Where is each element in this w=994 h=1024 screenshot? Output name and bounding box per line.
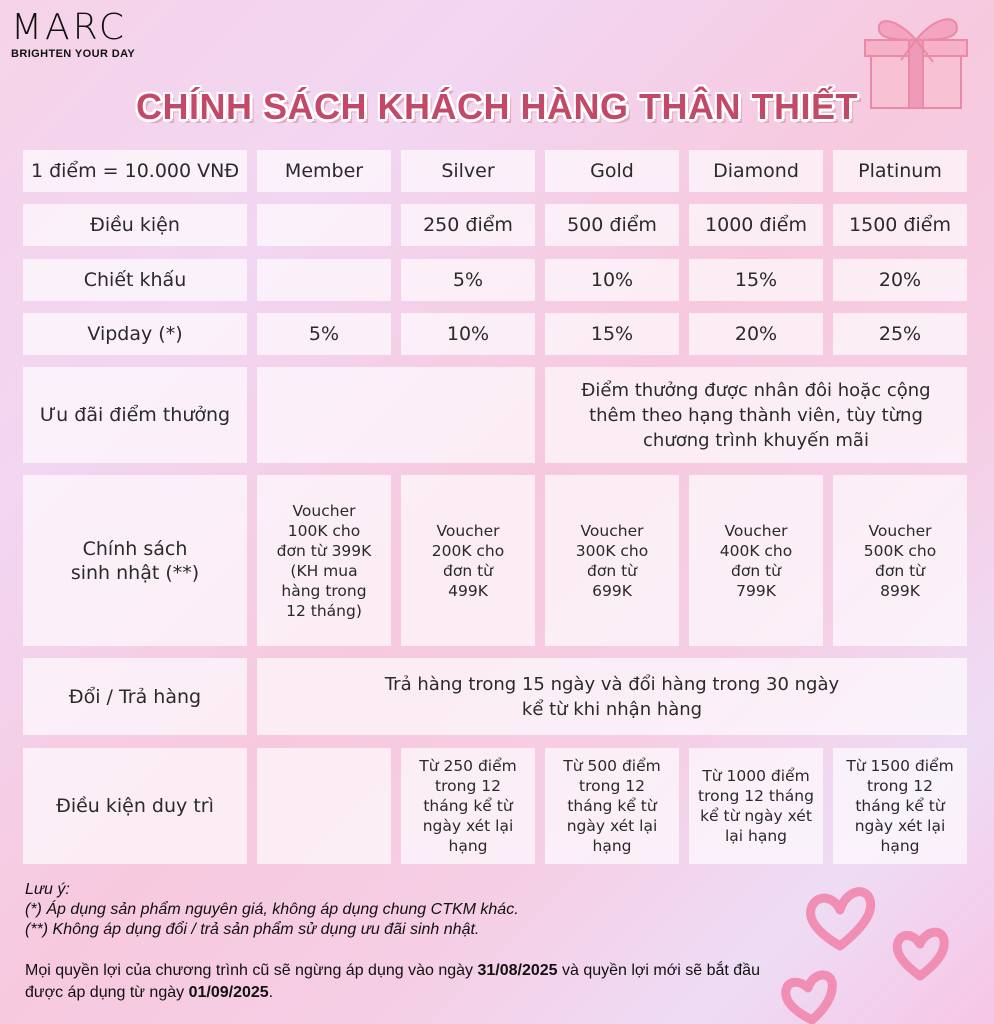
maintain-platinum: Từ 1500 điểm trong 12 tháng kể từ ngày xét lại hạng (833, 748, 967, 864)
footer-text-end: . (268, 984, 274, 1001)
header-member: Member (257, 150, 391, 192)
maintain-silver: Từ 250 điểm trong 12 tháng kể từ ngày xét lại hạng (401, 748, 535, 864)
birthday-member: Voucher 100K cho đơn từ 399K (KH mua hàng trong 12 tháng) (257, 475, 391, 646)
header-diamond: Diamond (689, 150, 823, 192)
vipday-member: 5% (257, 313, 391, 355)
footer-date-start: 01/09/2025 (188, 984, 269, 1001)
conditions-member (257, 204, 391, 246)
vipday-gold: 15% (545, 313, 679, 355)
footer-notice (25, 960, 775, 1004)
conditions-platinum: 1500 điểm (833, 204, 967, 246)
header-silver: Silver (401, 150, 535, 192)
row-label-birthday: Chính sách sinh nhật (**) (23, 475, 247, 646)
notes (25, 880, 519, 940)
birthday-silver: Voucher 200K cho đơn từ 499K (401, 475, 535, 646)
conditions-gold: 500 điểm (545, 204, 679, 246)
notes-heading: Lưu ý: (25, 881, 70, 898)
header-gold: Gold (545, 150, 679, 192)
discount-member (257, 259, 391, 301)
points-bonus-text: Điểm thưởng được nhân đôi hoặc cộng thêm theo hạng thành viên, tùy từng chương trình khuyến mãi (545, 367, 967, 463)
row-label-discount: Chiết khấu (23, 259, 247, 301)
vipday-diamond: 20% (689, 313, 823, 355)
maintain-member (257, 748, 391, 864)
conditions-diamond: 1000 điểm (689, 204, 823, 246)
discount-gold: 10% (545, 259, 679, 301)
vipday-silver: 10% (401, 313, 535, 355)
note-1: (*) Áp dụng sản phẩm nguyên giá, không áp dụng chung CTKM khác. (25, 901, 519, 918)
birthday-platinum: Voucher 500K cho đơn từ 899K (833, 475, 967, 646)
points-bonus-member-silver (257, 367, 535, 463)
header-platinum: Platinum (833, 150, 967, 192)
footer-text-2: và quyền lợi mới sẽ bắt đầu được áp dụng từ ngày (25, 962, 760, 1001)
footer-date-end: 31/08/2025 (477, 962, 558, 979)
row-label-vipday: Vipday (*) (23, 313, 247, 355)
header-points-rate: 1 điểm = 10.000 VNĐ (23, 150, 247, 192)
footer-text-1: Mọi quyền lợi của chương trình cũ sẽ ngừng áp dụng vào ngày (25, 962, 478, 979)
brand-logo (11, 6, 135, 60)
birthday-diamond: Voucher 400K cho đơn từ 799K (689, 475, 823, 646)
maintain-gold: Từ 500 điểm trong 12 tháng kể từ ngày xét lại hạng (545, 748, 679, 864)
note-2: (**) Không áp dụng đổi / trả sản phẩm sử dụng ưu đãi sinh nhật. (25, 921, 480, 938)
brand-tagline: BRIGHTEN YOUR DAY (11, 48, 136, 60)
row-label-conditions: Điều kiện (23, 204, 247, 246)
discount-silver: 5% (401, 259, 535, 301)
row-label-points-bonus: Ưu đãi điểm thưởng (23, 367, 247, 463)
discount-platinum: 20% (833, 259, 967, 301)
row-label-maintain: Điều kiện duy trì (23, 748, 247, 864)
brand-name: MARC (11, 7, 128, 48)
heart-icon (770, 870, 994, 1024)
conditions-silver: 250 điểm (401, 204, 535, 246)
discount-diamond: 15% (689, 259, 823, 301)
birthday-gold: Voucher 300K cho đơn từ 699K (545, 475, 679, 646)
page-title: CHÍNH SÁCH KHÁCH HÀNG THÂN THIẾT (136, 86, 858, 127)
row-label-returns: Đổi / Trả hàng (23, 658, 247, 735)
vipday-platinum: 25% (833, 313, 967, 355)
maintain-diamond: Từ 1000 điểm trong 12 tháng kể từ ngày xét lại hạng (689, 748, 823, 864)
returns-text: Trả hàng trong 15 ngày và đổi hàng trong 30 ngày kể từ khi nhận hàng (257, 658, 967, 735)
